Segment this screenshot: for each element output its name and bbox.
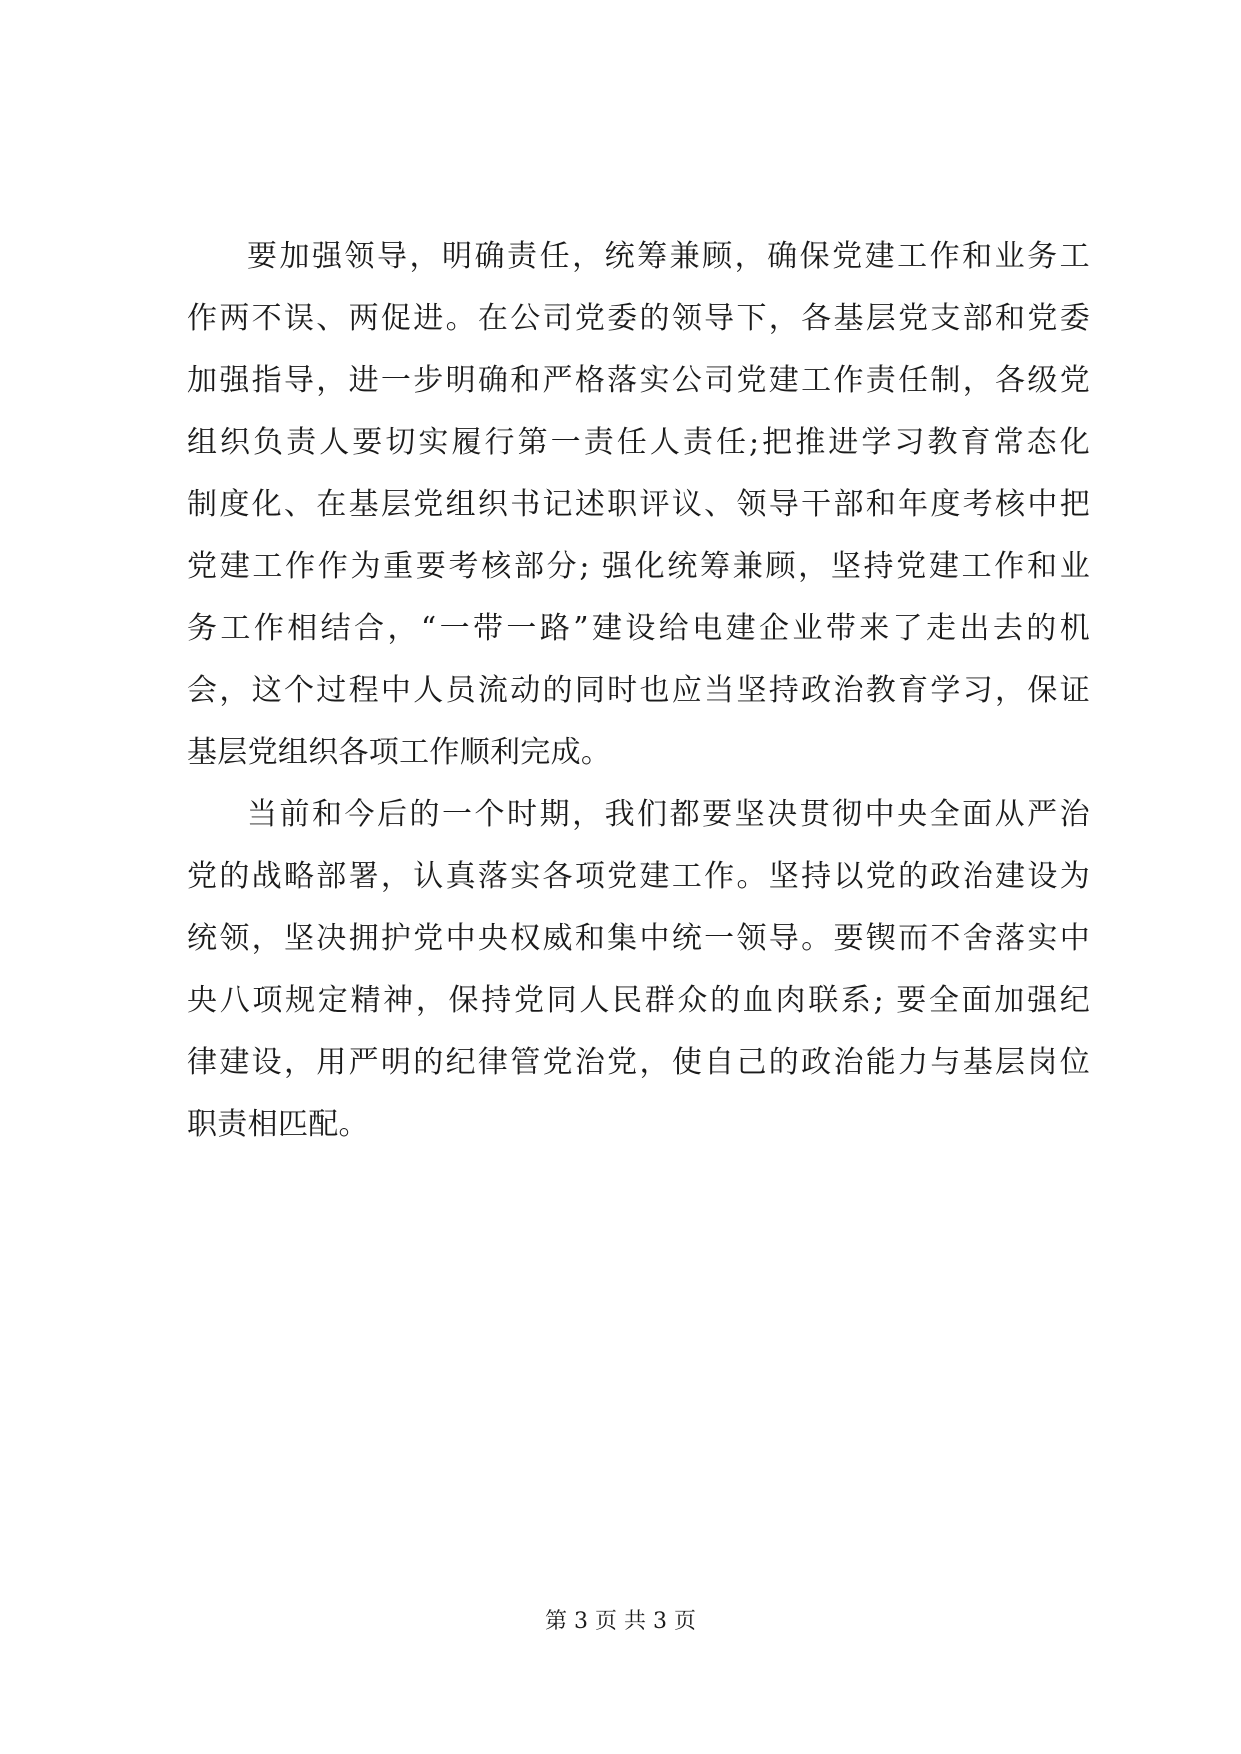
paragraph-1-line: 要加强领导，明确责任，统筹兼顾，确保党建工作和业务工 [247, 239, 1090, 274]
paragraph-1-line: 制度化、在基层党组织书记述职评议、领导干部和年度考核中把 [187, 487, 1090, 522]
paragraph-2-line: 当前和今后的一个时期，我们都要坚决贯彻中央全面从严治 [247, 797, 1090, 832]
paragraph-2-line: 职责相匹配。 [187, 1107, 369, 1142]
paragraph-1-line: 作两不误、两促进。在公司党委的领导下，各基层党支部和党委 [187, 301, 1090, 336]
paragraph-2-line: 党的战略部署，认真落实各项党建工作。坚持以党的政治建设为 [187, 859, 1090, 894]
paragraph-1-line: 会，这个过程中人员流动的同时也应当坚持政治教育学习，保证 [187, 673, 1090, 708]
paragraph-2-line: 统领，坚决拥护党中央权威和集中统一领导。要锲而不舍落实中 [187, 921, 1090, 956]
paragraph-2-line: 律建设，用严明的纪律管党治党，使自己的政治能力与基层岗位 [187, 1045, 1090, 1080]
paragraph-1-line: 基层党组织各项工作顺利完成。 [187, 735, 612, 770]
paragraph-1-line: 加强指导，进一步明确和严格落实公司党建工作责任制，各级党 [187, 363, 1090, 398]
document-body [187, 226, 1090, 1156]
page-footer: 第 3 页 共 3 页 [545, 1609, 696, 1634]
paragraph-2-line: 央八项规定精神，保持党同人民群众的血肉联系; 要全面加强纪 [187, 983, 1090, 1018]
paragraph-1-line: 务工作相结合，“一带一路”建设给电建企业带来了走出去的机 [187, 611, 1090, 646]
paragraph-1-line: 组织负责人要切实履行第一责任人责任;把推进学习教育常态化 [187, 425, 1090, 460]
paragraph-1-line: 党建工作作为重要考核部分; 强化统筹兼顾，坚持党建工作和业 [187, 549, 1090, 584]
